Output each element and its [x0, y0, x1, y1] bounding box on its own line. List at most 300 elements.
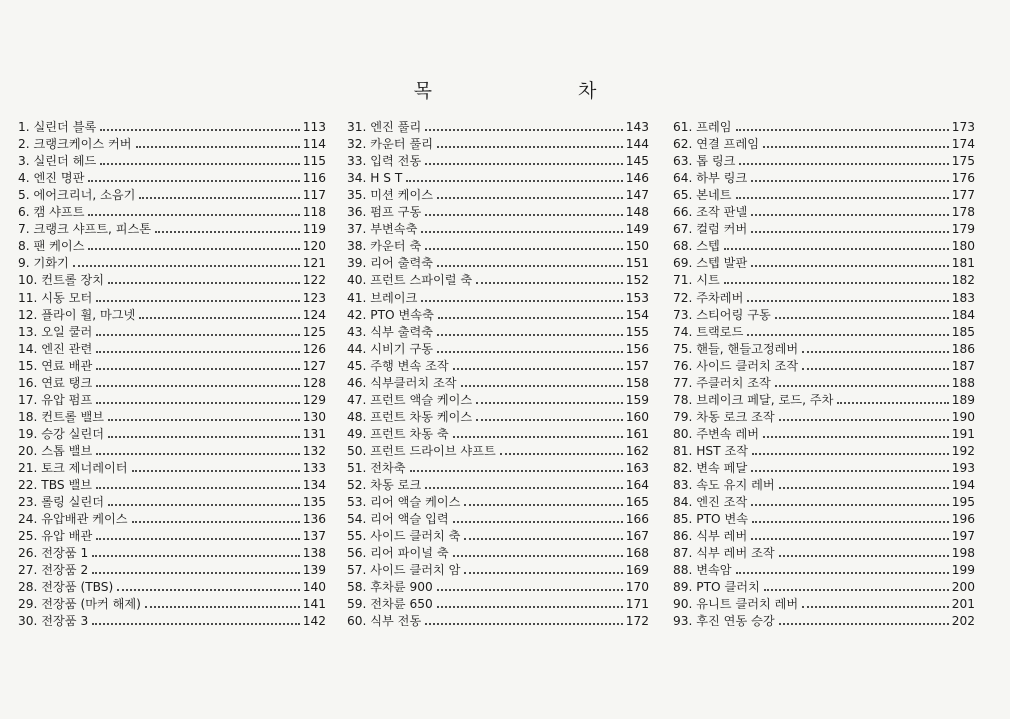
toc-entry	[18, 578, 326, 595]
toc-entry-label: 23. 롤링 실린더	[18, 495, 104, 510]
toc-entry-label: 1. 실린더 블록	[18, 120, 97, 135]
toc-entry	[347, 254, 649, 271]
dot-leader	[139, 307, 299, 319]
toc-entry-page: 184	[951, 307, 975, 322]
dot-leader	[100, 153, 299, 165]
dot-leader	[736, 187, 949, 199]
toc-entry	[18, 595, 326, 612]
dot-leader	[736, 119, 949, 131]
toc-entry	[347, 595, 649, 612]
page-title: 목 차	[413, 80, 667, 102]
toc-entry	[18, 510, 326, 527]
toc-entry-page: 151	[625, 256, 649, 271]
toc-entry-label: 36. 펌프 구동	[347, 205, 422, 220]
dot-leader	[139, 187, 299, 199]
toc-entry-label: 45. 주행 변속 조작	[347, 358, 449, 373]
dot-leader	[464, 494, 622, 506]
toc-entry	[347, 340, 649, 357]
dot-leader	[96, 324, 300, 336]
toc-entry	[347, 510, 649, 527]
toc-entry	[347, 391, 649, 408]
toc-entry-label: 18. 컨트롤 밸브	[18, 409, 104, 424]
dot-leader	[96, 375, 300, 387]
dot-leader	[96, 290, 300, 302]
toc-entry-page: 124	[302, 307, 326, 322]
toc-entry-page: 191	[951, 426, 975, 441]
toc-entry-label: 30. 전장품 3	[18, 614, 89, 629]
dot-leader	[476, 392, 623, 404]
toc-entry	[347, 237, 649, 254]
toc-entry-label: 57. 사이드 클러치 암	[347, 563, 461, 578]
toc-entry	[673, 340, 975, 357]
toc-entry-page: 119	[302, 222, 326, 237]
toc-column-2	[347, 118, 649, 629]
toc-entry	[673, 323, 975, 340]
toc-entry	[673, 544, 975, 561]
toc-entry-page: 123	[302, 290, 326, 305]
toc-entry	[673, 152, 975, 169]
toc-entry	[673, 237, 975, 254]
dot-leader	[108, 409, 300, 421]
dot-leader	[747, 290, 948, 302]
toc-entry-label: 88. 변속암	[673, 563, 732, 578]
toc-entry-page: 167	[625, 529, 649, 544]
toc-column-1	[18, 118, 326, 629]
dot-leader	[461, 375, 623, 387]
toc-entry-label: 33. 입력 전동	[347, 154, 422, 169]
toc-entry-page: 171	[625, 597, 649, 612]
toc-entry-label: 49. 프런트 차동 축	[347, 426, 449, 441]
toc-entry-label: 85. PTO 변속	[673, 512, 749, 527]
toc-entry-page: 200	[951, 580, 975, 595]
dot-leader	[73, 255, 300, 267]
toc-entry	[18, 288, 326, 305]
toc-entry-page: 170	[625, 580, 649, 595]
toc-entry-page: 182	[951, 273, 975, 288]
toc-entry-page: 113	[302, 120, 326, 135]
dot-leader	[464, 528, 622, 540]
toc-entry-page: 165	[625, 495, 649, 510]
toc-entry-page: 198	[951, 546, 975, 561]
toc-entry	[347, 169, 649, 186]
toc-entry-label: 39. 리어 출력축	[347, 256, 433, 271]
toc-entry	[673, 408, 975, 425]
toc-entry	[18, 493, 326, 510]
toc-entry-label: 34. H S T	[347, 171, 403, 186]
toc-entry-label: 71. 시트	[673, 273, 720, 288]
dot-leader	[779, 613, 949, 625]
toc-entry-label: 69. 스텝 발판	[673, 256, 748, 271]
toc-entry	[347, 425, 649, 442]
toc-entry	[347, 186, 649, 203]
dot-leader	[92, 545, 300, 557]
toc-entry-page: 156	[625, 341, 649, 356]
toc-entry-page: 197	[951, 529, 975, 544]
toc-entry-page: 150	[625, 239, 649, 254]
toc-entry	[18, 323, 326, 340]
toc-entry-page: 181	[951, 256, 975, 271]
dot-leader	[779, 477, 949, 489]
dot-leader	[775, 375, 949, 387]
toc-entry-page: 164	[625, 478, 649, 493]
dot-leader	[96, 528, 300, 540]
toc-entry	[18, 442, 326, 459]
toc-entry-label: 12. 플라이 휠, 마그넷	[18, 307, 136, 322]
dot-leader	[92, 562, 300, 574]
dot-leader	[96, 477, 300, 489]
toc-entry-label: 81. HST 조작	[673, 443, 749, 458]
toc-entry-page: 141	[302, 597, 326, 612]
toc-entry-label: 35. 미션 케이스	[347, 188, 433, 203]
toc-entry-label: 83. 속도 유지 레버	[673, 478, 775, 493]
toc-entry	[673, 306, 975, 323]
toc-entry-label: 19. 승강 실린더	[18, 426, 104, 441]
toc-entry-label: 28. 전장품 (TBS)	[18, 580, 114, 595]
dot-leader	[406, 170, 622, 182]
toc-entry-label: 4. 엔진 명판	[18, 171, 85, 186]
toc-entry-label: 79. 차동 로크 조작	[673, 409, 775, 424]
toc-entry-label: 8. 팬 케이스	[18, 239, 85, 254]
toc-entry-page: 129	[302, 392, 326, 407]
toc-entry	[18, 612, 326, 629]
toc-entry-page: 117	[302, 188, 326, 203]
toc-entry-label: 86. 식부 레버	[673, 529, 748, 544]
toc-entry-page: 143	[625, 120, 649, 135]
dot-leader	[425, 477, 623, 489]
toc-entry-label: 29. 전장품 (마커 해제)	[18, 597, 141, 612]
dot-leader	[752, 443, 949, 455]
toc-entry-label: 59. 전차륜 650	[347, 597, 433, 612]
toc-entry-label: 13. 오일 쿨러	[18, 324, 93, 339]
toc-entry-page: 174	[951, 137, 975, 152]
toc-entry-page: 145	[625, 154, 649, 169]
dot-leader	[88, 204, 299, 216]
toc-entry	[347, 203, 649, 220]
toc-entry	[673, 203, 975, 220]
dot-leader	[437, 255, 623, 267]
toc-entry	[347, 374, 649, 391]
dot-leader	[751, 528, 949, 540]
toc-entry	[18, 118, 326, 135]
toc-entry	[18, 374, 326, 391]
dot-leader	[108, 494, 300, 506]
toc-entry-page: 173	[951, 120, 975, 135]
toc-entry-label: 76. 사이드 클러치 조작	[673, 358, 799, 373]
toc-entry-page: 189	[951, 392, 975, 407]
toc-entry-label: 60. 식부 전동	[347, 614, 422, 629]
toc-entry-label: 77. 주클러치 조작	[673, 375, 771, 390]
dot-leader	[763, 136, 949, 148]
toc-entry-page: 114	[302, 137, 326, 152]
toc-entry-label: 11. 시동 모터	[18, 290, 93, 305]
toc-entry-page: 115	[302, 154, 326, 169]
toc-entry-page: 155	[625, 324, 649, 339]
toc-entry-page: 192	[951, 443, 975, 458]
toc-entry-label: 72. 주차레버	[673, 290, 744, 305]
dot-leader	[802, 358, 949, 370]
dot-leader	[132, 460, 300, 472]
toc-entry	[347, 408, 649, 425]
dot-leader	[437, 341, 623, 353]
toc-entry-label: 20. 스톱 밸브	[18, 443, 93, 458]
toc-entry-label: 14. 엔진 관련	[18, 341, 93, 356]
toc-entry-page: 139	[302, 563, 326, 578]
toc-entry	[673, 595, 975, 612]
toc-entry-label: 62. 연결 프레임	[673, 137, 759, 152]
dot-leader	[736, 562, 949, 574]
toc-entry	[347, 612, 649, 629]
toc-entry	[673, 612, 975, 629]
dot-leader	[779, 545, 949, 557]
toc-entry	[673, 357, 975, 374]
toc-entry-label: 73. 스티어링 구동	[673, 307, 771, 322]
toc-entry-page: 125	[302, 324, 326, 339]
dot-leader	[802, 596, 949, 608]
toc-entry-page: 176	[951, 171, 975, 186]
toc-entry	[18, 340, 326, 357]
dot-leader	[438, 307, 623, 319]
toc-entry-page: 175	[951, 154, 975, 169]
toc-entry-page: 118	[302, 205, 326, 220]
toc-entry-page: 131	[302, 426, 326, 441]
toc-entry-page: 202	[951, 614, 975, 629]
toc-entry-page: 140	[302, 580, 326, 595]
toc-entry-label: 80. 주변속 레버	[673, 426, 759, 441]
toc-entry-label: 54. 리어 액슬 입력	[347, 512, 449, 527]
toc-entry-page: 186	[951, 341, 975, 356]
toc-entry-label: 52. 차동 로크	[347, 478, 422, 493]
toc-entry-label: 15. 연료 배관	[18, 358, 93, 373]
dot-leader	[96, 443, 300, 455]
dot-leader	[88, 170, 299, 182]
dot-leader	[96, 358, 300, 370]
dot-leader	[751, 494, 949, 506]
toc-entry-label: 31. 엔진 풀리	[347, 120, 422, 135]
toc-entry-page: 142	[302, 614, 326, 629]
toc-entry	[347, 476, 649, 493]
toc-entry	[18, 186, 326, 203]
toc-entry-page: 193	[951, 460, 975, 475]
toc-entry-page: 157	[625, 358, 649, 373]
dot-leader	[747, 324, 948, 336]
toc-entry-label: 27. 전장품 2	[18, 563, 89, 578]
toc-entry-page: 201	[951, 597, 975, 612]
toc-entry	[673, 442, 975, 459]
toc-entry-label: 46. 식부클러치 조작	[347, 375, 457, 390]
dot-leader	[453, 426, 623, 438]
toc-entry-page: 187	[951, 358, 975, 373]
toc-entry-page: 133	[302, 460, 326, 475]
toc-entry-label: 82. 변속 페달	[673, 460, 748, 475]
dot-leader	[117, 579, 299, 591]
dot-leader	[476, 272, 623, 284]
dot-leader	[837, 392, 948, 404]
toc-entry-page: 136	[302, 512, 326, 527]
toc-entry-label: 9. 기화기	[18, 256, 69, 271]
toc-entry-label: 47. 프런트 액슬 케이스	[347, 392, 473, 407]
toc-entry-label: 93. 후진 연동 승강	[673, 614, 775, 629]
toc-entry-page: 128	[302, 375, 326, 390]
toc-entry	[673, 254, 975, 271]
dot-leader	[763, 426, 949, 438]
toc-entry	[673, 459, 975, 476]
toc-entry-page: 144	[625, 137, 649, 152]
toc-entry	[18, 271, 326, 288]
toc-entry	[673, 578, 975, 595]
dot-leader	[421, 290, 622, 302]
dot-leader	[437, 596, 623, 608]
toc-entry-page: 178	[951, 205, 975, 220]
toc-entry	[347, 152, 649, 169]
toc-entry-label: 56. 리어 파이널 축	[347, 546, 449, 561]
toc-entry-page: 152	[625, 273, 649, 288]
toc-entry-page: 148	[625, 205, 649, 220]
toc-entry-page: 127	[302, 358, 326, 373]
toc-entry	[347, 220, 649, 237]
toc-entry	[18, 169, 326, 186]
toc-entry-page: 137	[302, 529, 326, 544]
toc-entry-label: 17. 유압 펌프	[18, 392, 93, 407]
dot-leader	[410, 460, 623, 472]
dot-leader	[155, 221, 300, 233]
toc-entry-label: 66. 조작 판넬	[673, 205, 748, 220]
toc-entry-label: 25. 유압 배관	[18, 529, 93, 544]
dot-leader	[500, 443, 623, 455]
dot-leader	[96, 392, 300, 404]
dot-leader	[752, 511, 949, 523]
toc-entry-label: 53. 리어 액슬 케이스	[347, 495, 461, 510]
dot-leader	[775, 307, 949, 319]
dot-leader	[136, 136, 300, 148]
toc-entry-page: 147	[625, 188, 649, 203]
toc-entry	[347, 544, 649, 561]
toc-entry-label: 24. 유압배관 케이스	[18, 512, 128, 527]
toc-entry-page: 195	[951, 495, 975, 510]
toc-entry	[347, 561, 649, 578]
dot-leader	[476, 409, 623, 421]
toc-entry-label: 41. 브레이크	[347, 290, 418, 305]
toc-entry	[347, 118, 649, 135]
toc-entry	[673, 374, 975, 391]
toc-entry	[673, 391, 975, 408]
toc-entry-page: 159	[625, 392, 649, 407]
toc-entry	[18, 527, 326, 544]
toc-entry	[673, 135, 975, 152]
dot-leader	[96, 341, 300, 353]
dot-leader	[437, 324, 623, 336]
toc-entry-page: 163	[625, 460, 649, 475]
toc-entry	[18, 237, 326, 254]
dot-leader	[145, 596, 300, 608]
toc-entry-page: 168	[625, 546, 649, 561]
toc-entry-page: 188	[951, 375, 975, 390]
toc-entry-page: 116	[302, 171, 326, 186]
toc-entry-page: 134	[302, 478, 326, 493]
toc-entry-label: 90. 유니트 클러치 레버	[673, 597, 799, 612]
toc-entry-page: 126	[302, 341, 326, 356]
dot-leader	[464, 562, 622, 574]
toc-entry	[347, 288, 649, 305]
toc-entry-label: 61. 프레임	[673, 120, 732, 135]
toc-entry	[18, 408, 326, 425]
toc-entry-label: 7. 크랭크 샤프트, 피스톤	[18, 222, 152, 237]
toc-entry-label: 37. 부변속축	[347, 222, 418, 237]
toc-entry-label: 44. 시비기 구동	[347, 341, 433, 356]
toc-entry	[673, 271, 975, 288]
toc-entry	[347, 323, 649, 340]
toc-entry	[18, 254, 326, 271]
toc-entry-label: 48. 프런트 차동 케이스	[347, 409, 473, 424]
toc-entry	[18, 391, 326, 408]
toc-entry	[673, 510, 975, 527]
toc-entry-page: 121	[302, 256, 326, 271]
toc-entry-label: 22. TBS 밸브	[18, 478, 93, 493]
toc-entry	[18, 306, 326, 323]
toc-entry-label: 58. 후차륜 900	[347, 580, 433, 595]
toc-entry	[18, 425, 326, 442]
toc-entry	[347, 493, 649, 510]
dot-leader	[132, 511, 300, 523]
toc-entry-page: 162	[625, 443, 649, 458]
toc-entry	[18, 561, 326, 578]
toc-entry-page: 194	[951, 478, 975, 493]
dot-leader	[802, 341, 949, 353]
toc-entry-page: 172	[625, 614, 649, 629]
dot-leader	[425, 613, 623, 625]
toc-entry	[18, 152, 326, 169]
toc-entry-page: 153	[625, 290, 649, 305]
toc-entry-page: 169	[625, 563, 649, 578]
toc-entry-page: 160	[625, 409, 649, 424]
toc-entry-label: 38. 카운터 축	[347, 239, 422, 254]
dot-leader	[92, 613, 300, 625]
toc-entry-label: 68. 스텝	[673, 239, 720, 254]
toc-entry	[673, 493, 975, 510]
toc-entry-page: 180	[951, 239, 975, 254]
toc-entry-label: 26. 전장품 1	[18, 546, 89, 561]
dot-leader	[453, 545, 623, 557]
toc-entry	[673, 527, 975, 544]
toc-entry-label: 78. 브레이크 페달, 로드, 주차	[673, 392, 834, 407]
dot-leader	[108, 426, 300, 438]
dot-leader	[724, 272, 949, 284]
toc-entry	[673, 288, 975, 305]
toc-entry	[347, 578, 649, 595]
toc-entry	[347, 357, 649, 374]
toc-entry-label: 63. 톱 링크	[673, 154, 736, 169]
toc-entry	[673, 220, 975, 237]
toc-entry-page: 161	[625, 426, 649, 441]
toc-entry-label: 50. 프런트 드라이브 샤프트	[347, 443, 496, 458]
toc-entry	[18, 357, 326, 374]
toc-entry	[18, 135, 326, 152]
dot-leader	[453, 511, 623, 523]
dot-leader	[437, 579, 623, 591]
toc-entry	[18, 544, 326, 561]
toc-entry-label: 65. 본네트	[673, 188, 732, 203]
toc-entry-label: 2. 크랭크케이스 커버	[18, 137, 132, 152]
toc-entry-page: 185	[951, 324, 975, 339]
toc-entry-page: 183	[951, 290, 975, 305]
toc-entry-label: 10. 컨트롤 장치	[18, 273, 104, 288]
dot-leader	[779, 409, 949, 421]
toc-entry-label: 87. 식부 레버 조작	[673, 546, 775, 561]
toc-entry-page: 179	[951, 222, 975, 237]
toc-entry	[673, 476, 975, 493]
toc-entry	[347, 306, 649, 323]
toc-entry	[347, 442, 649, 459]
toc-entry-page: 122	[302, 273, 326, 288]
